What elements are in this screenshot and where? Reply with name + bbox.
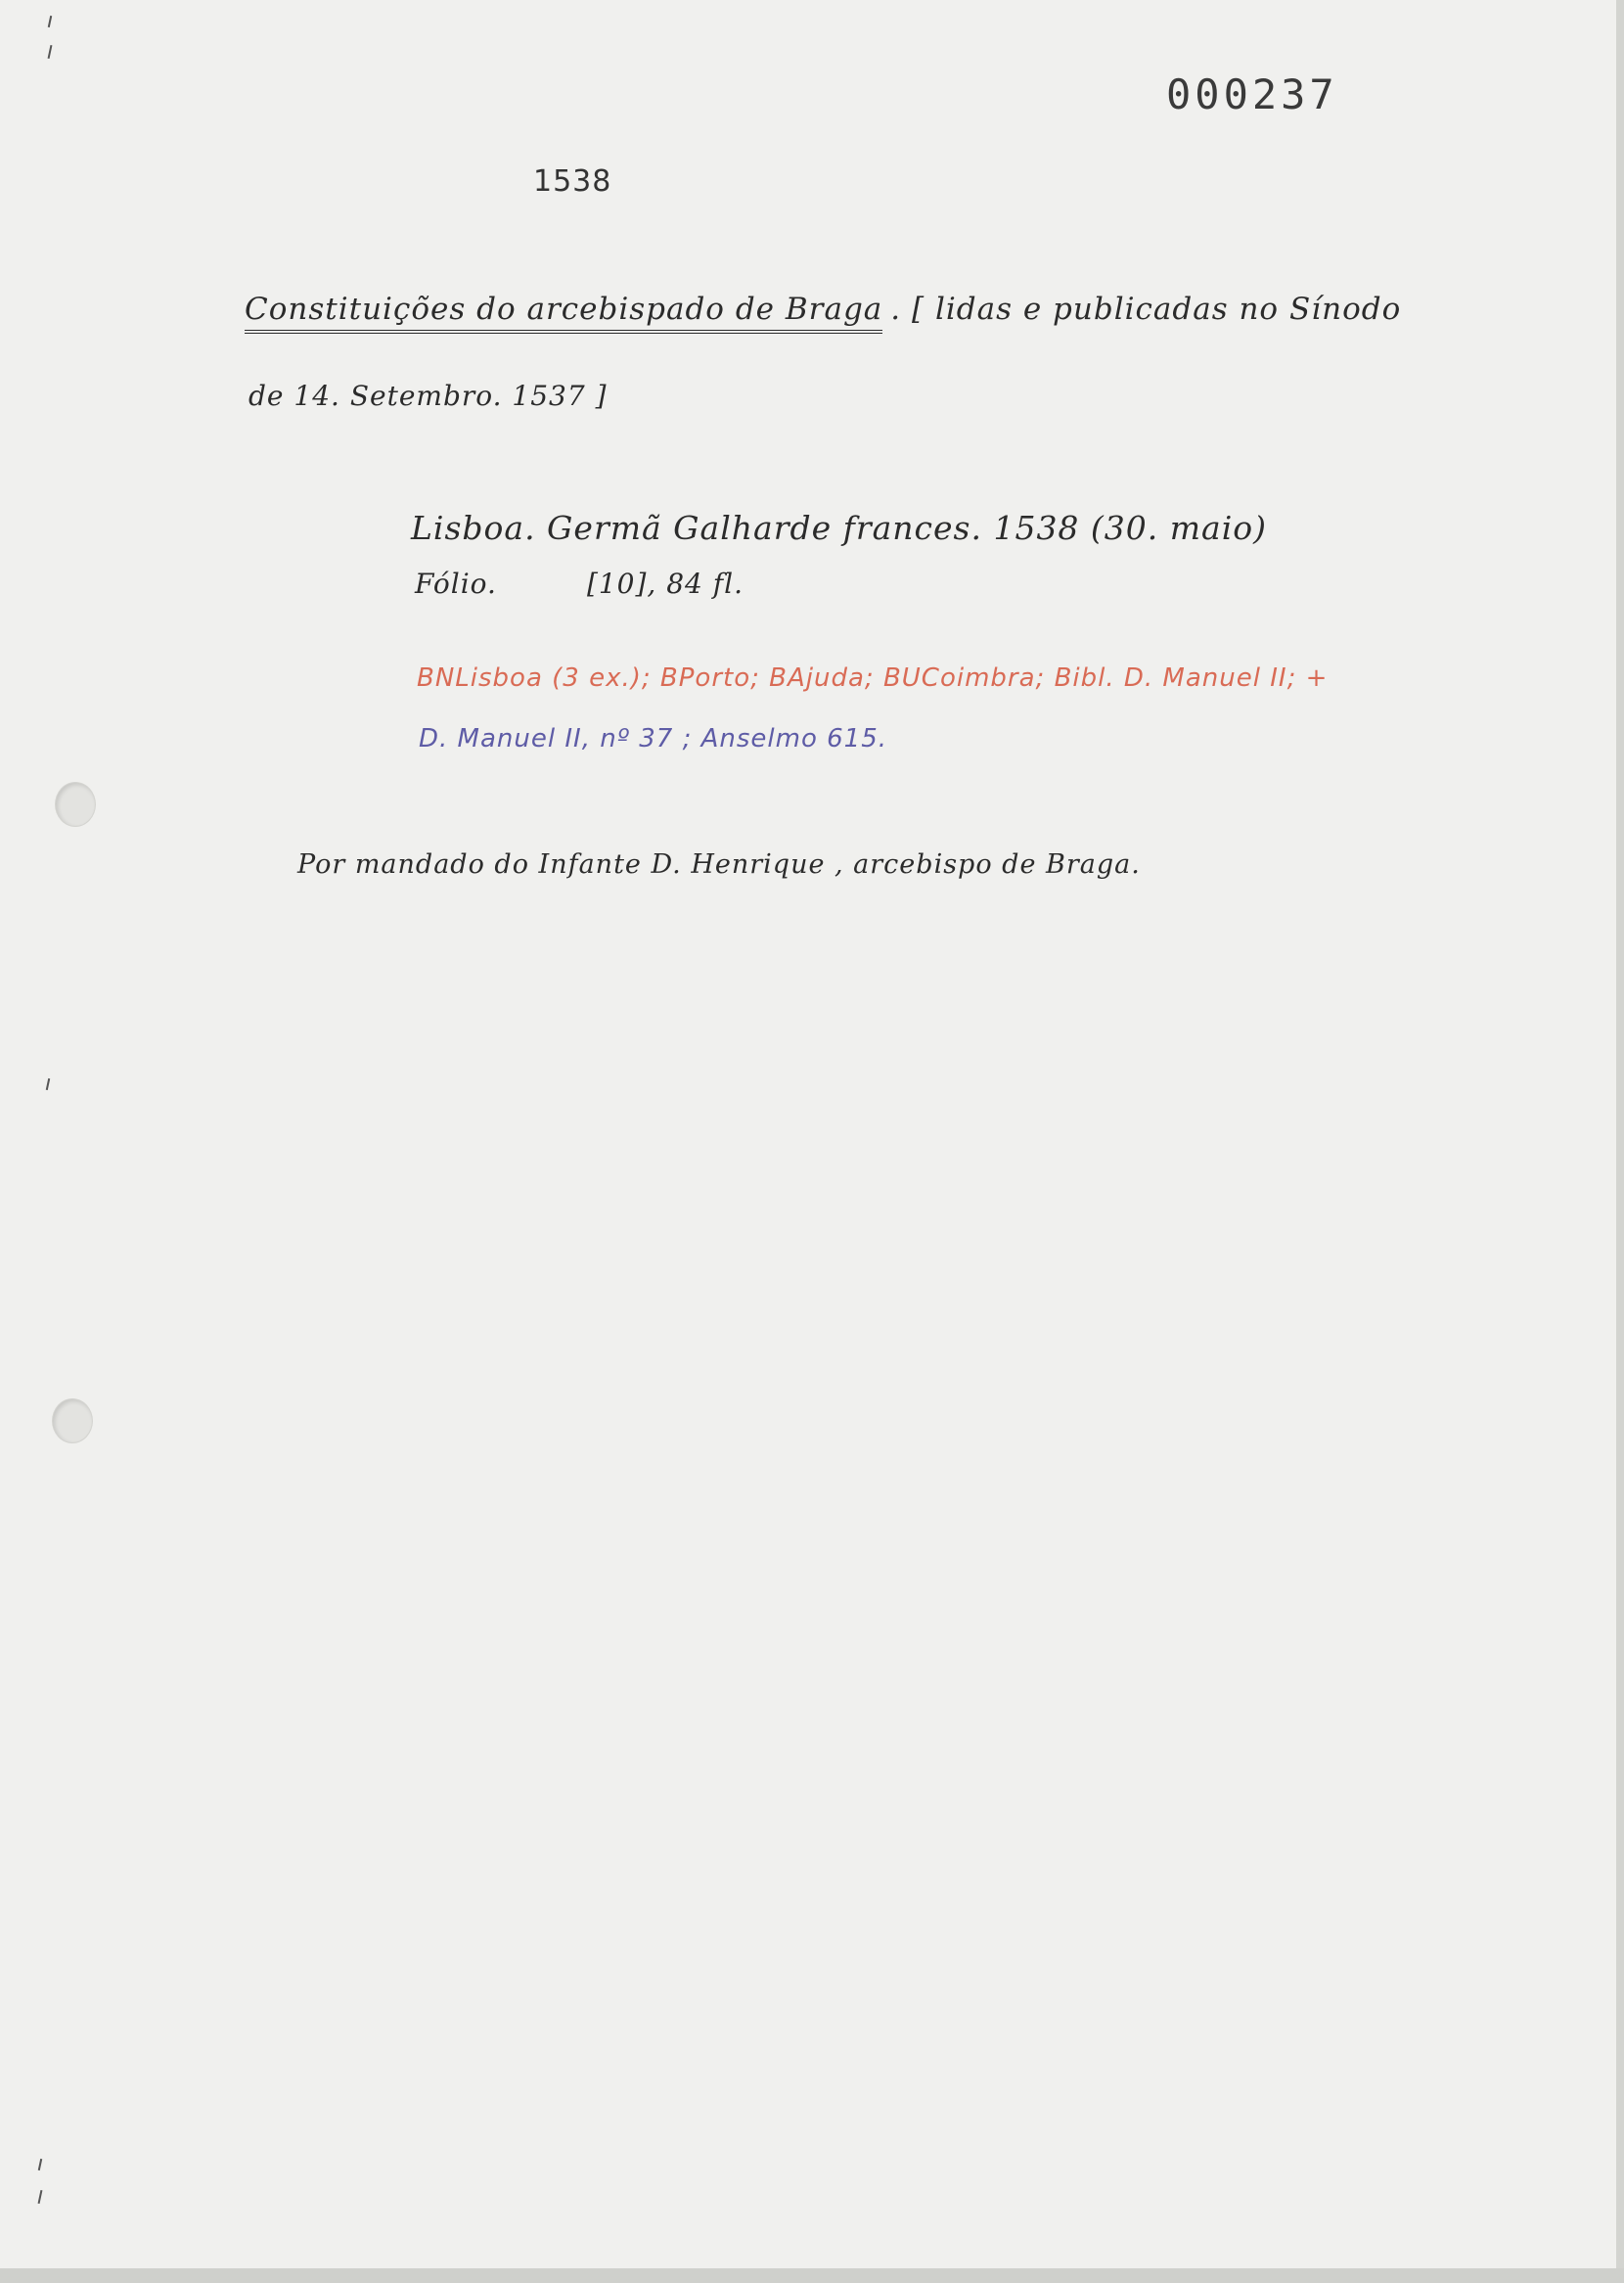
punch-hole <box>53 1399 92 1442</box>
format-label: Fólio. <box>415 568 497 600</box>
record-number-stamp: 000237 <box>1166 70 1338 118</box>
provenance-note: Por mandado do Infante D. Henrique , arcebispo de Braga. <box>297 849 1141 880</box>
punch-hole <box>56 783 95 826</box>
title-annotation: . [ lidas e publicadas no Sínodo <box>890 292 1402 327</box>
title-annotation-continued: de 14. Setembro. 1537 ] <box>248 380 608 412</box>
holdings-red: BNLisboa (3 ex.); BPorto; BAjuda; BUCoimbra; Bibl. D. Manuel II; + <box>417 663 1329 693</box>
work-title: Constituições do arcebispado de Braga <box>245 292 882 334</box>
title-line <box>245 292 1401 327</box>
format-line <box>415 568 744 600</box>
edge-mark <box>48 45 53 59</box>
pagination: [10], 84 fl. <box>586 568 744 600</box>
record-year: 1538 <box>533 164 612 199</box>
edge-mark <box>38 2159 42 2170</box>
edge-mark <box>46 1078 50 1090</box>
scan-edge-bottom <box>0 2268 1624 2283</box>
edge-mark <box>38 2190 43 2204</box>
scan-edge-right <box>1616 0 1624 2283</box>
holdings-blue: D. Manuel II, nº 37 ; Anselmo 615. <box>419 724 888 753</box>
edge-mark <box>48 16 52 27</box>
imprint-line: Lisboa. Germã Galharde frances. 1538 (30. maio) <box>411 509 1268 547</box>
